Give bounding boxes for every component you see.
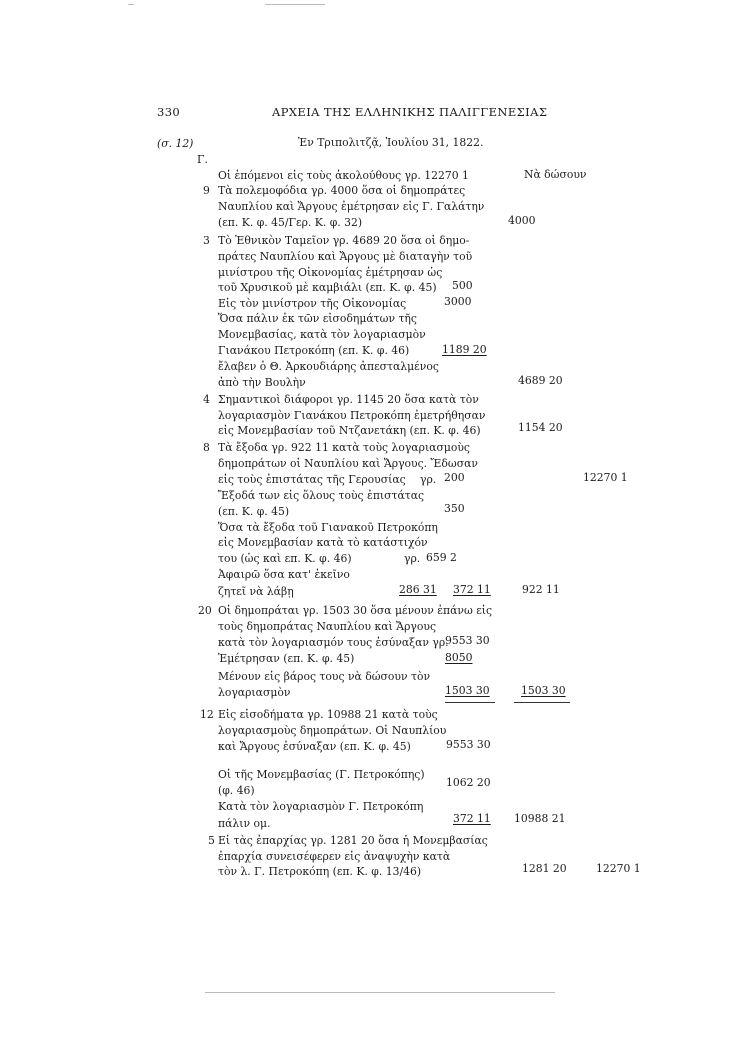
item-number: 12 — [200, 708, 214, 721]
item-amount: 200 — [444, 471, 465, 484]
item-amount: 500 — [452, 279, 473, 292]
item-text: κατὰ τὸν λογαριασμόν τους ἐσύναξαν γρ. — [218, 636, 449, 649]
item-amount: 372 11 — [453, 583, 491, 596]
item-text: τὸν λ. Γ. Πετροκόπη (επ. Κ. φ. 13/46) — [218, 865, 422, 878]
item-text: Μένουν εἰς βάρος τους νὰ δώσουν τὸν — [218, 670, 431, 683]
item-amount: 3000 — [444, 295, 472, 308]
item-text: Οἱ τῆς Μονεμβασίας (Γ. Πετροκόπης) — [218, 768, 425, 781]
item-number: 3 — [203, 234, 210, 247]
item-text: Τὸ Ἐθνικὸν Ταμεῖον γρ. 4689 20 ὅσα οἱ δημο- — [218, 234, 470, 247]
item-text: (φ. 46) — [218, 784, 255, 797]
item-amount: 350 — [444, 502, 465, 515]
item-text: Τὰ πολεμοφόδια γρ. 4000 ὅσα οἱ δημοπράτες — [218, 184, 466, 197]
item-text: Κατὰ τὸν λογαριασμὸν Γ. Πετροκόπη — [218, 800, 424, 813]
item-total: 4689 20 — [518, 374, 563, 387]
item-amount: 9553 30 — [445, 634, 490, 647]
item-text: ἔλαβεν ὁ Θ. Ἀρκουδιάρης ἀπεσταλμένος — [218, 360, 439, 373]
item-total: 4000 — [508, 214, 536, 227]
item-number: 8 — [203, 441, 210, 454]
scan-mark-top — [128, 4, 134, 5]
side-grand-total: 12270 1 — [583, 471, 628, 484]
item-text: Εἰς τὸν μινίστρον τῆς Οἰκονομίας — [218, 297, 407, 310]
item-text: πάλιν ομ. — [218, 817, 271, 830]
double-underline — [514, 702, 570, 703]
grand-total: 12270 1 — [596, 862, 641, 875]
item-text: Ἐμέτρησαν (επ. Κ. φ. 45) — [218, 652, 355, 665]
item-text: Εἰς εἰσοδήματα γρ. 10988 21 κατὰ τοὺς — [218, 708, 438, 721]
running-title: ΑΡΧΕΙΑ ΤΗΣ ΕΛΛΗΝΙΚΗΣ ΠΑΛΙΓΓΕΝΕΣΙΑΣ — [272, 105, 548, 119]
item-text: γρ. — [420, 473, 437, 486]
item-text: γρ. — [404, 552, 421, 565]
item-text: Σημαντικοὶ διάφοροι γρ. 1145 20 ὅσα κατὰ τὸν — [218, 393, 479, 406]
item-text: εἰς Μονεμβασίαν κατὰ τὸ κατάστιχόν — [218, 536, 428, 549]
double-underline — [445, 702, 495, 703]
item-text: εἰς τοὺς ἐπιστάτας τῆς Γερουσίας — [218, 473, 406, 486]
item-text: πράτες Ναυπλίου καὶ Ἄργους μὲ διαταγὴν τοῦ — [218, 250, 473, 263]
item-total: 1154 20 — [518, 421, 563, 434]
item-text: δημοπράτων οἱ Ναυπλίου καὶ Ἄργους. Ἔδωσαν — [218, 457, 478, 470]
item-text: ἀπὸ τὴν Βουλὴν — [218, 376, 306, 389]
item-text: Ἀφαιρῶ ὅσα κατ' ἐκεῖνο — [218, 568, 350, 581]
item-number: 20 — [198, 604, 212, 617]
item-total: 1503 30 — [521, 684, 566, 697]
item-amount: 9553 30 — [446, 738, 491, 751]
scan-mark-bottom — [205, 992, 555, 993]
item-amount: 1503 30 — [445, 684, 490, 697]
item-text: Ὅσα τὰ ἔξοδα τοῦ Γιανακοῦ Πετροκόπη — [218, 521, 438, 534]
column-label: Νὰ δώσουν — [524, 168, 587, 181]
item-amount: 372 11 — [453, 812, 491, 825]
dateline: Ἐν Τριπολιτζᾷ, Ἰουλίου 31, 1822. — [298, 136, 484, 149]
item-text: Οἱ δημοπράται γρ. 1503 30 ὅσα μένουν ἐπάνω εἰς — [218, 604, 493, 617]
item-text: ἐπαρχία συνεισέφερεν εἰς ἀναψυχὴν κατὰ — [218, 850, 451, 863]
item-text: τοὺς δημοπράτας Ναυπλίου καὶ Ἄργους — [218, 620, 436, 633]
section-letter: Γ. — [197, 153, 208, 166]
item-number: 9 — [203, 184, 210, 197]
page-number: 330 — [157, 105, 181, 119]
item-number: 4 — [203, 393, 210, 406]
folio-reference: (σ. 12) — [157, 137, 194, 150]
item-text: Τὰ ἔξοδα γρ. 922 11 κατὰ τοὺς λογαριασμοὺς — [218, 441, 470, 454]
item-amount: 1189 20 — [442, 343, 487, 356]
item-text: (επ. Κ. φ. 45) — [218, 505, 290, 518]
item-total: 10988 21 — [514, 812, 566, 825]
item-text: καὶ Ἄργους ἐσύναξαν (επ. Κ. φ. 45) — [218, 740, 411, 753]
item-number: 5 — [208, 834, 215, 847]
item-text: Γιανάκου Πετροκόπη (επ. Κ. φ. 46) — [218, 344, 410, 357]
item-text: λογαριασμοὺς δημοπράτων. Οἱ Ναυπλίου — [218, 724, 447, 737]
item-text: ζητεῖ νὰ λάβῃ — [218, 585, 294, 598]
item-text: (επ. Κ. φ. 45/Γερ. Κ. φ. 32) — [218, 216, 363, 229]
item-text: Ναυπλίου καὶ Ἄργους ἐμέτρησαν εἰς Γ. Γαλάτην — [218, 200, 485, 213]
item-text: του (ὡς καὶ επ. Κ. φ. 46) — [218, 552, 352, 565]
scan-mark-top — [265, 4, 325, 5]
item-amount: 286 31 — [399, 583, 437, 596]
item-total: 922 11 — [522, 583, 560, 596]
item-text: λογαριασμὸν — [218, 686, 291, 699]
item-amount: 659 2 — [426, 551, 457, 564]
item-text: Ὅσα πάλιν ἐκ τῶν εἰσοδημάτων τῆς — [218, 312, 417, 325]
item-total: 1281 20 — [522, 862, 567, 875]
item-amount: 1062 20 — [446, 776, 491, 789]
item-text: μινίστρου τῆς Οἰκονομίας ἐμέτρησαν ὡς — [218, 266, 443, 279]
item-amount: 8050 — [445, 651, 473, 664]
heading-line: Οἱ ἑπόμενοι εἰς τοὺς ἀκολούθους γρ. 12270 1 — [218, 169, 469, 182]
item-text: εἰς Μονεμβασίαν τοῦ Ντζανετάκη (επ. Κ. φ. 46) — [218, 424, 481, 437]
item-text: Μονεμβασίας, κατὰ τὸν λογαριασμὸν — [218, 328, 426, 341]
item-text: Εἰ τὰς ἐπαρχίας γρ. 1281 20 ὅσα ἡ Μονεμβασίας — [218, 834, 488, 847]
item-text: Ἔξοδά των εἰς ὅλους τοὺς ἐπιστάτας — [218, 489, 425, 502]
item-text: λογαριασμὸν Γιανάκου Πετροκόπη ἐμετρήθησαν — [218, 409, 486, 422]
item-text: τοῦ Χρυσικοῦ μὲ καμβιάλι (επ. Κ. φ. 45) — [218, 281, 437, 294]
